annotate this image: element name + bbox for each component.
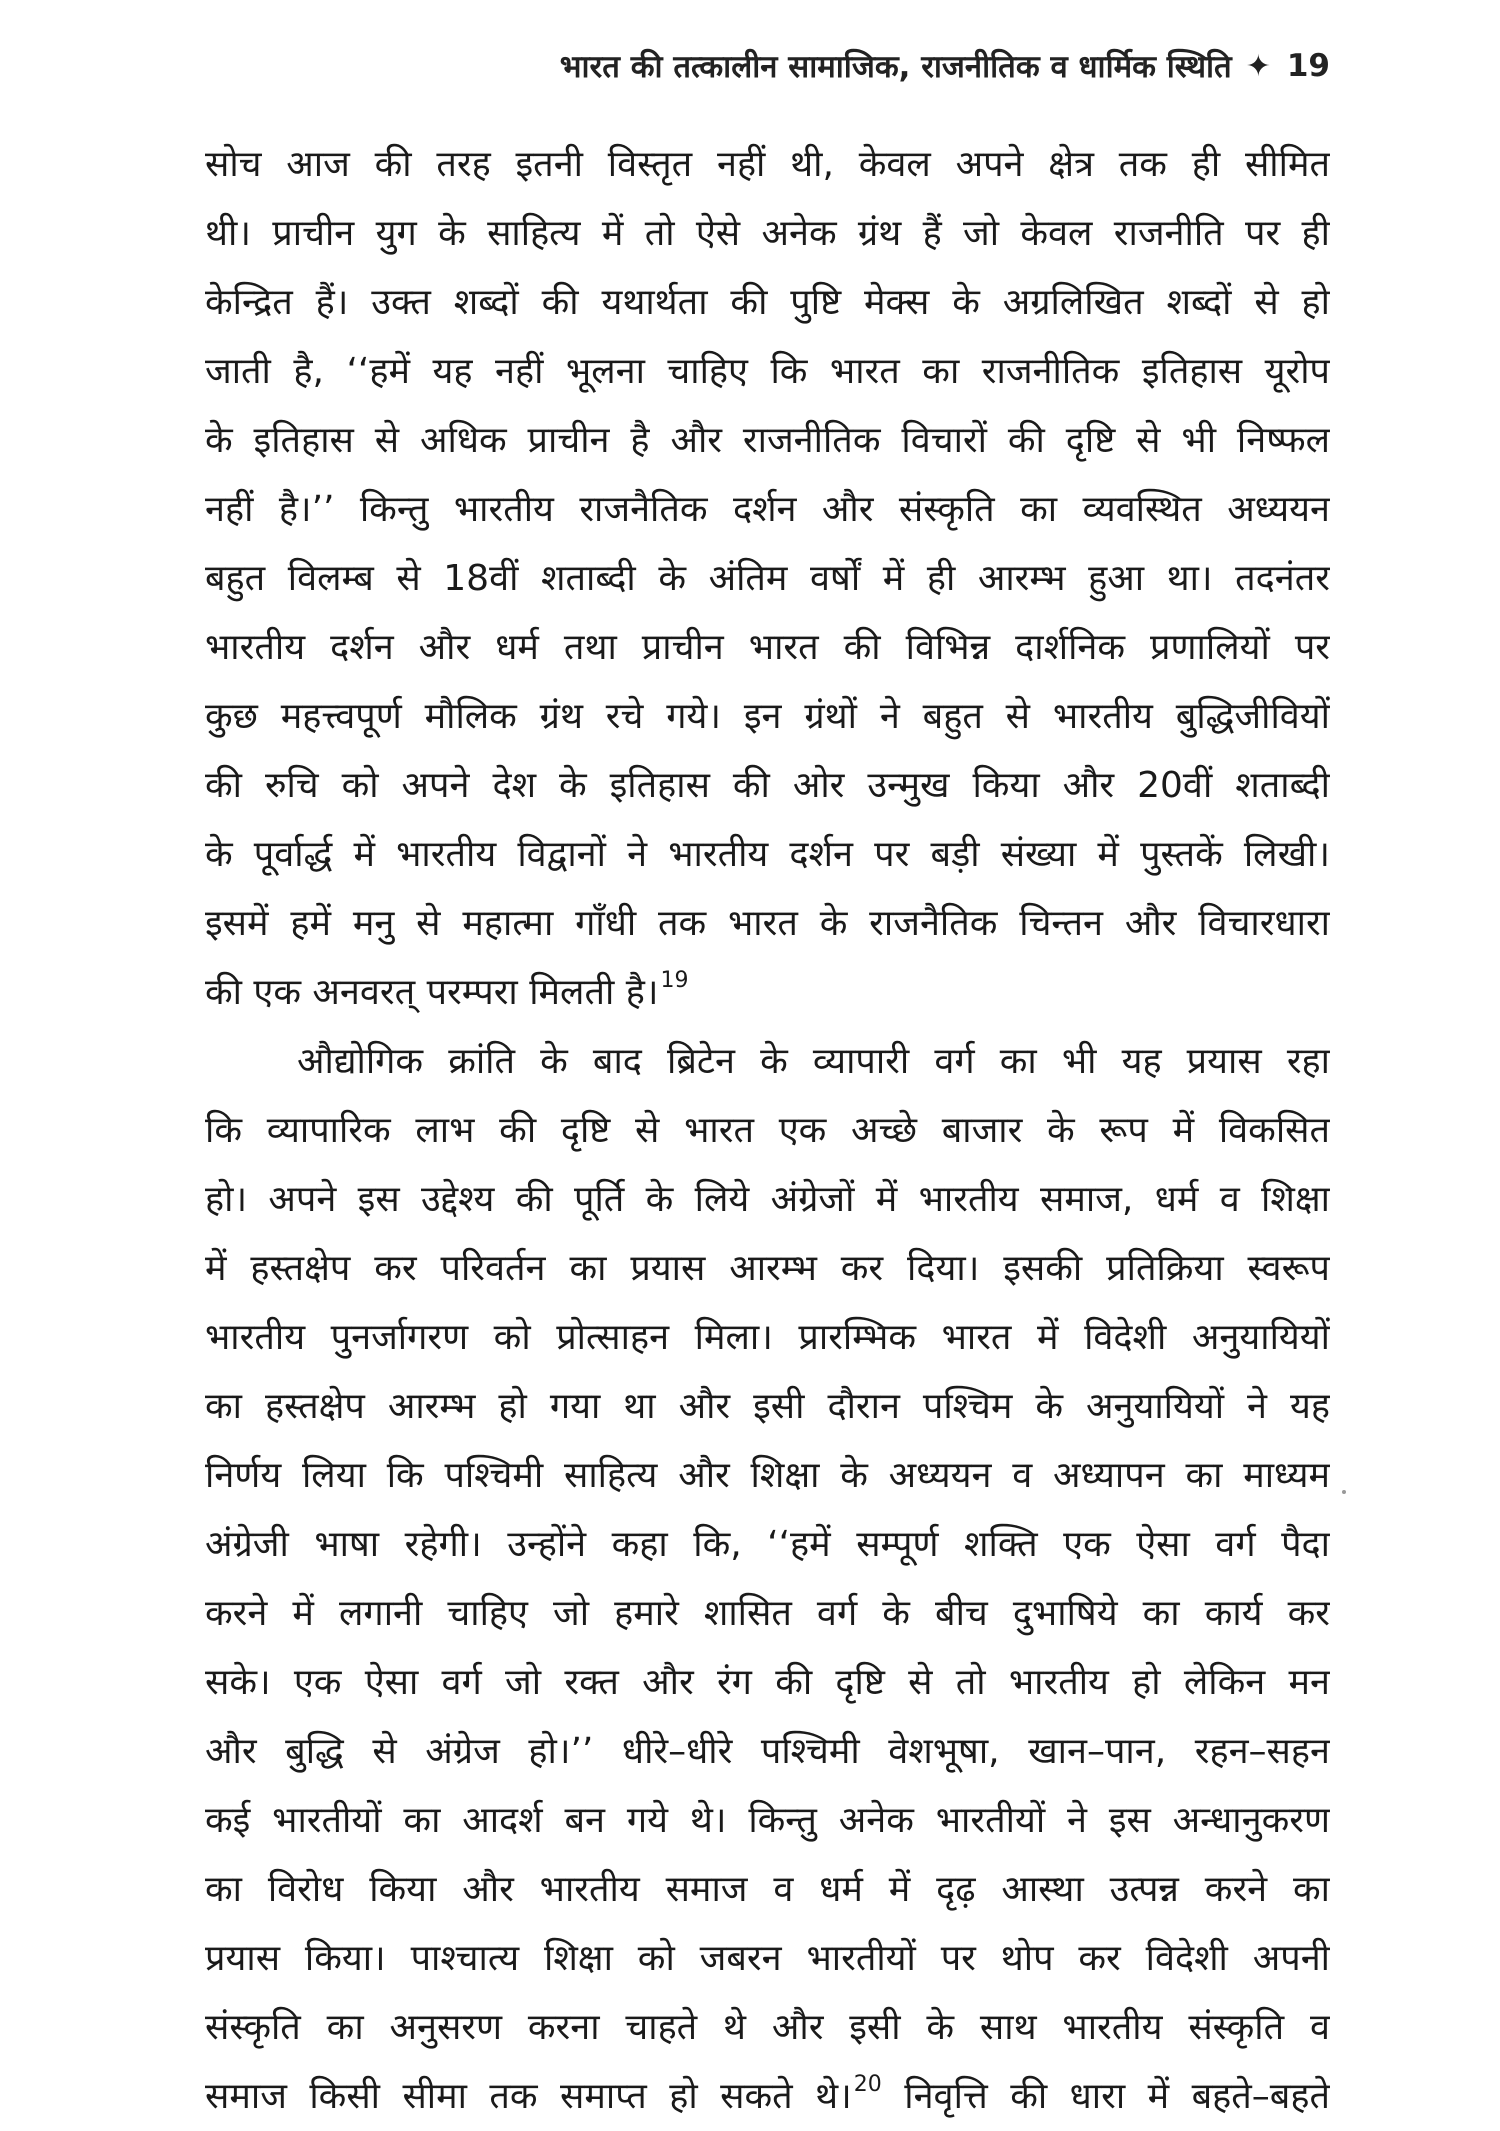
footnote-ref: 20 xyxy=(853,2072,882,2097)
text-line: सके। एक ऐसा वर्ग जो रक्त और रंग की दृष्टि से तो भारतीय हो लेकिन मन xyxy=(205,1662,1330,1703)
text-line: की रुचि को अपने देश के इतिहास की ओर उन्मुख किया और 20वीं शताब्दी xyxy=(205,765,1330,806)
body-text xyxy=(205,130,1330,2131)
text-line-last xyxy=(205,958,1330,1027)
text-line: के पूर्वार्द्ध में भारतीय विद्वानों ने भारतीय दर्शन पर बड़ी संख्या में पुस्तकें लिखी। xyxy=(205,834,1330,875)
text-run: समाज किसी सीमा तक समाप्त हो सकते थे। xyxy=(205,2076,852,2117)
text-line: प्रयास किया। पाश्चात्य शिक्षा को जबरन भारतीयों पर थोप कर विदेशी अपनी xyxy=(205,1938,1330,1979)
text-line: कई भारतीयों का आदर्श बन गये थे। किन्तु अनेक भारतीयों ने इस अन्धानुकरण xyxy=(205,1800,1330,1841)
text-run: की एक अनवरत् परम्परा मिलती है। xyxy=(205,972,659,1013)
text-line-first: औद्योगिक क्रांति के बाद ब्रिटेन के व्यापारी वर्ग का भी यह प्रयास रहा xyxy=(297,1041,1330,1082)
text-line: भारतीय दर्शन और धर्म तथा प्राचीन भारत की विभिन्न दार्शनिक प्रणालियों पर xyxy=(205,627,1330,668)
text-line: जाती है, ‘‘हमें यह नहीं भूलना चाहिए कि भारत का राजनीतिक इतिहास यूरोप xyxy=(205,351,1330,392)
text-line: का हस्तक्षेप आरम्भ हो गया था और इसी दौरान पश्चिम के अनुयायियों ने यह xyxy=(205,1386,1330,1427)
text-line: और बुद्धि से अंग्रेज हो।’’ धीरे–धीरे पश्चिमी वेशभूषा, खान–पान, रहन–सहन xyxy=(205,1731,1330,1772)
text-line: केन्द्रित हैं। उक्त शब्दों की यथार्थता की पुष्टि मेक्स के अग्रलिखित शब्दों से हो xyxy=(205,282,1330,323)
text-line: कि व्यापारिक लाभ की दृष्टि से भारत एक अच्छे बाजार के रूप में विकसित xyxy=(205,1110,1330,1151)
text-line: में हस्तक्षेप कर परिवर्तन का प्रयास आरम्भ कर दिया। इसकी प्रतिक्रिया स्वरूप xyxy=(205,1248,1330,1289)
separator-star-icon: ✦ xyxy=(1245,48,1271,84)
running-header xyxy=(400,36,1330,96)
text-line: का विरोध किया और भारतीय समाज व धर्म में दृढ़ आस्था उत्पन्न करने का xyxy=(205,1869,1330,1910)
text-line: बहुत विलम्ब से 18वीं शताब्दी के अंतिम वर्षों में ही आरम्भ हुआ था। तदनंतर xyxy=(205,558,1330,599)
text-line: इसमें हमें मनु से महात्मा गाँधी तक भारत के राजनैतिक चिन्तन और विचारधारा xyxy=(205,903,1330,944)
text-line: थी। प्राचीन युग के साहित्य में तो ऐसे अनेक ग्रंथ हैं जो केवल राजनीति पर ही xyxy=(205,213,1330,254)
text-line: निर्णय लिया कि पश्चिमी साहित्य और शिक्षा के अध्ययन व अध्यापन का माध्यम xyxy=(205,1455,1330,1496)
text-line xyxy=(205,2062,1330,2131)
text-line: करने में लगानी चाहिए जो हमारे शासित वर्ग के बीच दुभाषिये का कार्य कर xyxy=(205,1593,1330,1634)
text-line: नहीं है।’’ किन्तु भारतीय राजनैतिक दर्शन और संस्कृति का व्यवस्थित अध्ययन xyxy=(205,489,1330,530)
text-line: हो। अपने इस उद्देश्य की पूर्ति के लिये अंग्रेजों में भारतीय समाज, धर्म व शिक्षा xyxy=(205,1179,1330,1220)
text-line: कुछ महत्त्वपूर्ण मौलिक ग्रंथ रचे गये। इन ग्रंथों ने बहुत से भारतीय बुद्धिजीवियों xyxy=(205,696,1330,737)
text-line: संस्कृति का अनुसरण करना चाहते थे और इसी के साथ भारतीय संस्कृति व xyxy=(205,2007,1330,2048)
text-line: अंग्रेजी भाषा रहेगी। उन्होंने कहा कि, ‘‘हमें सम्पूर्ण शक्ति एक ऐसा वर्ग पैदा xyxy=(205,1524,1330,1565)
chapter-title: भारत की तत्कालीन सामाजिक, राजनीतिक व धार्मिक स्थिति xyxy=(559,49,1232,85)
page-number: 19 xyxy=(1286,48,1330,84)
scan-speck xyxy=(1342,1490,1346,1494)
footnote-ref: 19 xyxy=(660,968,689,993)
text-line: सोच आज की तरह इतनी विस्तृत नहीं थी, केवल अपने क्षेत्र तक ही सीमित xyxy=(205,144,1330,185)
text-line: भारतीय पुनर्जागरण को प्रोत्साहन मिला। प्रारम्भिक भारत में विदेशी अनुयायियों xyxy=(205,1317,1330,1358)
text-run: निवृत्ति की धारा में बहते–बहते xyxy=(881,2076,1330,2117)
text-line: के इतिहास से अधिक प्राचीन है और राजनीतिक विचारों की दृष्टि से भी निष्फल xyxy=(205,420,1330,461)
